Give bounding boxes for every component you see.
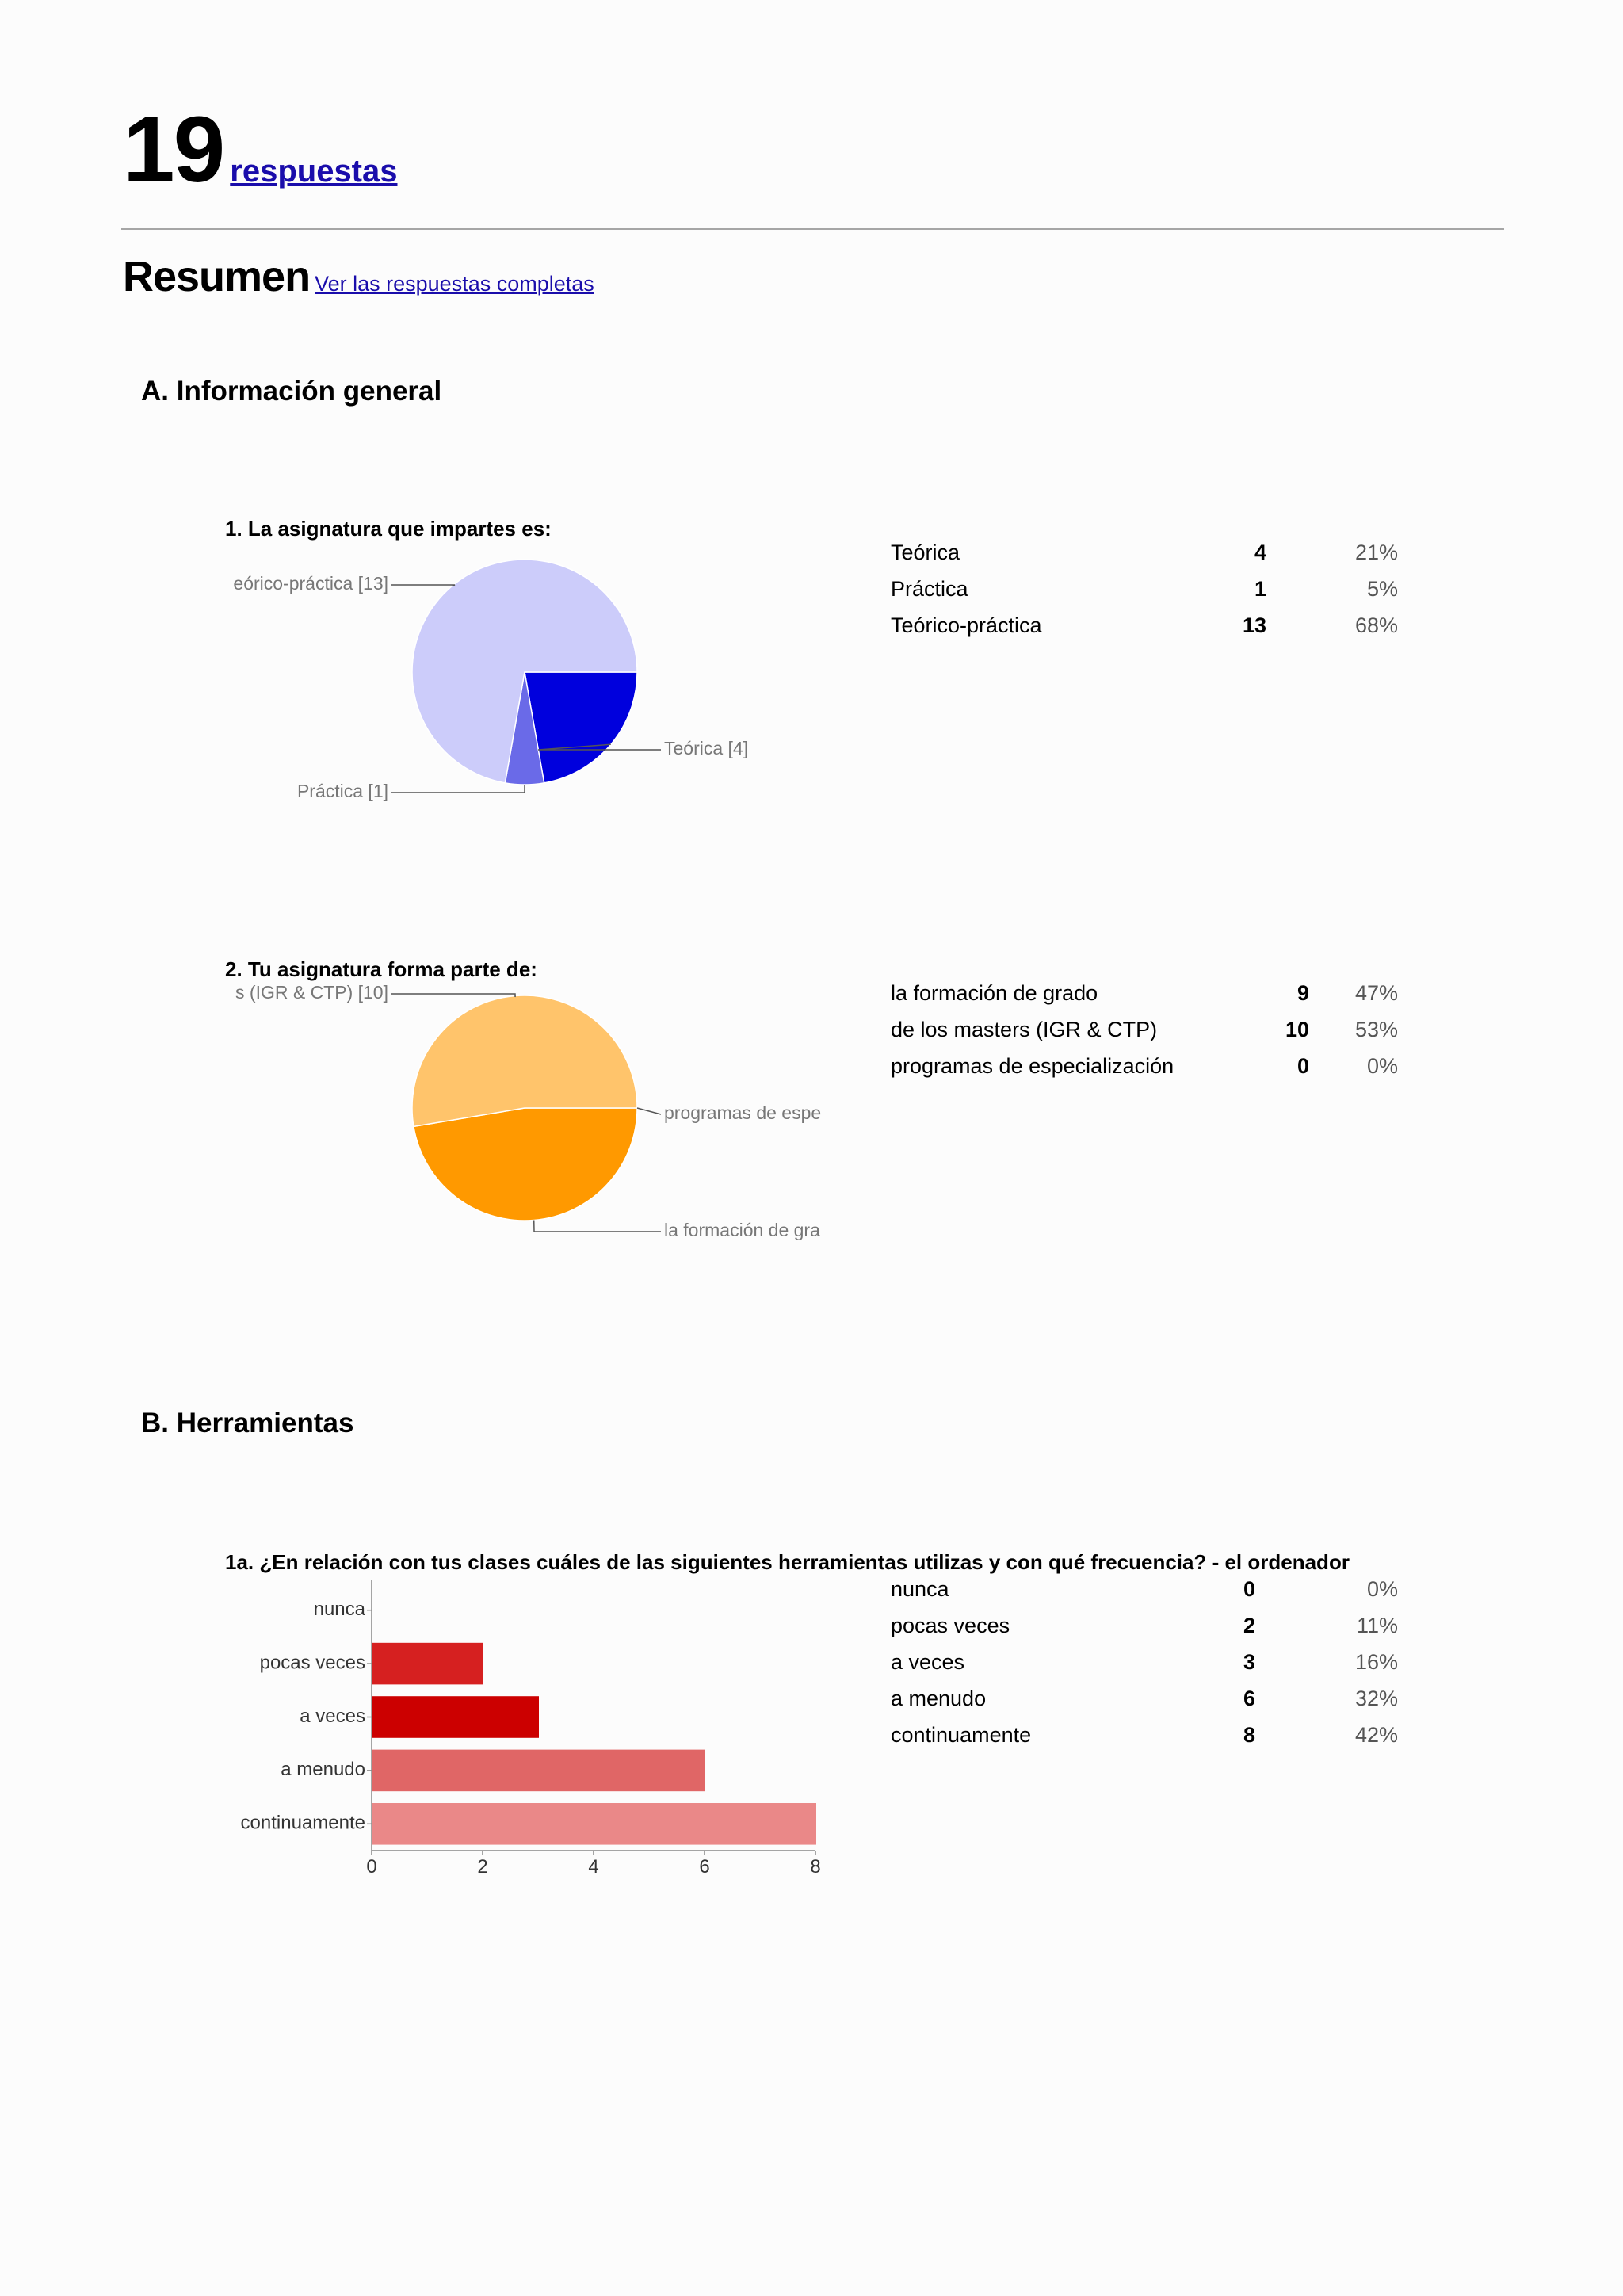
summary-header bbox=[123, 252, 594, 301]
category-label: a veces bbox=[300, 1705, 365, 1727]
pie-leader-line bbox=[534, 1221, 661, 1232]
result-count: 9 bbox=[1296, 981, 1309, 1005]
result-row bbox=[891, 541, 1406, 577]
result-row bbox=[891, 1723, 1406, 1759]
result-percent: 21% bbox=[1354, 541, 1398, 564]
x-tick-label: 6 bbox=[699, 1856, 710, 1878]
pie-svg bbox=[225, 983, 827, 1252]
result-percent: 0% bbox=[1366, 1577, 1398, 1601]
pie-slice-label: la formación de gra bbox=[664, 1220, 820, 1241]
question-1-results-table bbox=[891, 541, 1406, 659]
result-row bbox=[891, 1054, 1406, 1091]
result-row bbox=[891, 1614, 1406, 1650]
result-percent: 42% bbox=[1354, 1723, 1398, 1747]
result-count: 0 bbox=[1296, 1054, 1309, 1078]
result-count: 4 bbox=[1254, 541, 1266, 564]
bar-svg bbox=[225, 1577, 827, 1894]
bar bbox=[372, 1803, 816, 1845]
result-row bbox=[891, 613, 1406, 650]
result-percent: 68% bbox=[1354, 613, 1398, 637]
pie-slice-label: eórico-práctica [13] bbox=[233, 573, 388, 594]
pie-leader-line bbox=[391, 785, 525, 793]
result-percent: 53% bbox=[1354, 1018, 1398, 1041]
result-label: Práctica bbox=[891, 577, 968, 601]
response-count-header bbox=[123, 97, 398, 202]
result-label: continuamente bbox=[891, 1723, 1032, 1747]
pie-slice bbox=[414, 1108, 637, 1221]
category-label: a menudo bbox=[281, 1759, 365, 1781]
pie-slice-label: s (IGR & CTP) [10] bbox=[235, 983, 388, 1003]
x-tick-label: 4 bbox=[588, 1856, 599, 1878]
result-row bbox=[891, 1577, 1406, 1614]
result-count: 3 bbox=[1243, 1650, 1255, 1674]
question-1-title: 1. La asignatura que impartes es: bbox=[225, 517, 552, 541]
question-3-bar-chart bbox=[225, 1577, 827, 1894]
response-count: 19 bbox=[123, 97, 224, 202]
bar bbox=[372, 1750, 705, 1792]
result-row bbox=[891, 1018, 1406, 1054]
question-3-results-table bbox=[891, 1577, 1406, 1767]
result-label: Teórica bbox=[891, 541, 960, 564]
pie-slice bbox=[412, 995, 637, 1126]
pie-leader-line bbox=[391, 994, 515, 997]
result-count: 13 bbox=[1242, 613, 1266, 637]
result-count: 10 bbox=[1285, 1018, 1309, 1041]
question-2-pie-chart bbox=[225, 983, 827, 1252]
responses-link[interactable]: respuestas bbox=[230, 154, 398, 189]
section-a-title: A. Información general bbox=[141, 376, 442, 407]
question-1-pie-chart bbox=[225, 547, 827, 816]
x-tick-label: 0 bbox=[366, 1856, 377, 1878]
category-label: continuamente bbox=[240, 1812, 365, 1834]
pie-slice-label: programas de espe bbox=[664, 1102, 822, 1124]
x-tick-label: 8 bbox=[810, 1856, 821, 1878]
result-count: 1 bbox=[1254, 577, 1266, 601]
question-2-title: 2. Tu asignatura forma parte de: bbox=[225, 957, 537, 981]
result-label: pocas veces bbox=[891, 1614, 1010, 1637]
result-count: 8 bbox=[1243, 1723, 1255, 1747]
result-label: de los masters (IGR & CTP) bbox=[891, 1018, 1158, 1041]
x-tick-label: 2 bbox=[477, 1856, 488, 1878]
result-percent: 32% bbox=[1354, 1687, 1398, 1710]
pie-slice-label: Teórica [4] bbox=[664, 738, 749, 759]
pie-leader-line bbox=[391, 585, 455, 586]
result-row bbox=[891, 981, 1406, 1018]
result-percent: 16% bbox=[1354, 1650, 1398, 1674]
result-row bbox=[891, 577, 1406, 613]
section-b-title: B. Herramientas bbox=[141, 1408, 354, 1438]
result-label: nunca bbox=[891, 1577, 949, 1601]
pie-slice-label: Práctica [1] bbox=[296, 781, 388, 802]
result-row bbox=[891, 1687, 1406, 1723]
result-label: programas de especialización bbox=[891, 1054, 1174, 1078]
result-count: 0 bbox=[1243, 1577, 1255, 1601]
pie-svg bbox=[225, 547, 827, 816]
bar bbox=[372, 1643, 483, 1685]
result-label: a veces bbox=[891, 1650, 965, 1674]
question-2-results-table bbox=[891, 981, 1406, 1100]
pie-leader-line bbox=[637, 1108, 661, 1114]
full-responses-link[interactable]: Ver las respuestas completas bbox=[315, 272, 594, 296]
bar bbox=[372, 1696, 539, 1738]
result-label: Teórico-práctica bbox=[891, 613, 1042, 637]
divider bbox=[121, 228, 1504, 230]
result-label: la formación de grado bbox=[891, 981, 1098, 1005]
result-percent: 11% bbox=[1356, 1614, 1398, 1637]
summary-title: Resumen bbox=[123, 253, 311, 300]
category-label: pocas veces bbox=[259, 1652, 365, 1674]
result-count: 2 bbox=[1243, 1614, 1255, 1637]
result-count: 6 bbox=[1243, 1687, 1255, 1710]
category-label: nunca bbox=[313, 1599, 365, 1621]
result-percent: 5% bbox=[1366, 577, 1398, 601]
result-percent: 0% bbox=[1366, 1054, 1398, 1078]
question-3-title: 1a. ¿En relación con tus clases cuáles de las siguientes herramientas utilizas y con qué frecuencia? - el ordenador bbox=[225, 1550, 1350, 1574]
result-row bbox=[891, 1650, 1406, 1687]
result-label: a menudo bbox=[891, 1687, 987, 1710]
result-percent: 47% bbox=[1354, 981, 1398, 1005]
